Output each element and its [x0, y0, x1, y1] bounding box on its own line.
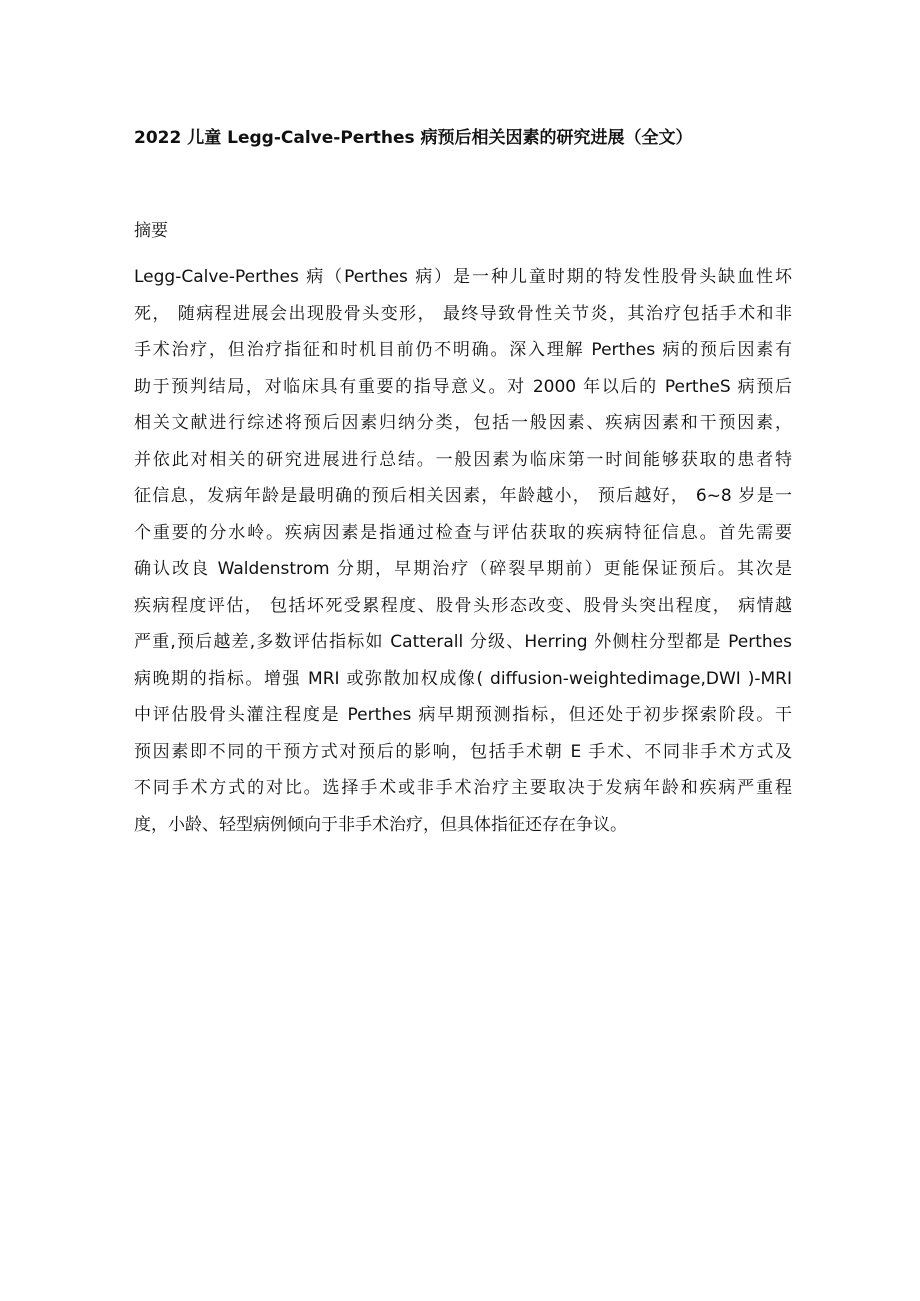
abstract-line: 死， 随病程进展会出现股骨头变形， 最终导致骨性关节炎，其治疗包括手术和非 — [134, 303, 792, 324]
abstract-line: 预因素即不同的干预方式对预后的影响，包括手术朝 E 手术、不同非手术方式及 — [134, 741, 792, 762]
abstract-heading: 摘要 — [134, 221, 168, 241]
abstract-line: 手术治疗，但治疗指征和时机目前仍不明确。深入理解 Perthes 病的预后因素有 — [134, 340, 792, 360]
abstract-line: 中评估股骨头灌注程度是 Perthes 病早期预测指标，但还处于初步探索阶段。干 — [134, 705, 792, 725]
abstract-line: 确认改良 Waldenstrom 分期，早期治疗（碎裂早期前）更能保证预后。其次是 — [134, 559, 792, 579]
abstract-line: 度，小龄、轻型病例倾向于非手术治疗，但具体指征还存在争议。 — [134, 814, 627, 835]
abstract-body — [134, 259, 792, 843]
abstract-line: 助于预判结局，对临床具有重要的指导意义。对 2000 年以后的 PertheS 病预后 — [134, 376, 792, 397]
abstract-line: 个重要的分水岭。疾病因素是指通过检查与评估获取的疾病特征信息。首先需要 — [134, 522, 792, 543]
abstract-line: Legg-Calve-Perthes 病（Perthes 病）是一种儿童时期的特发性股骨头缺血性坏 — [134, 267, 792, 287]
abstract-line: 征信息，发病年龄是最明确的预后相关因素，年龄越小， 预后越好， 6~8 岁是一 — [134, 486, 792, 506]
document-title: 2022 儿童 Legg-Calve-Perthes 病预后相关因素的研究进展（全文） — [134, 128, 693, 148]
abstract-line: 严重,预后越差,多数评估指标如 Catterall 分级、Herring 外侧柱分型都是 Perthes — [134, 632, 792, 652]
abstract-line: 并依此对相关的研究进展进行总结。一般因素为临床第一时间能够获取的患者特 — [134, 449, 792, 470]
abstract-line: 病晚期的指标。增强 MRI 或弥散加权成像( diffusion-weightedimage,DWI )-MRI — [134, 668, 792, 689]
abstract-line: 疾病程度评估， 包括坏死受累程度、股骨头形态改变、股骨头突出程度， 病情越 — [134, 595, 792, 616]
abstract-line: 不同手术方式的对比。选择手术或非手术治疗主要取决于发病年龄和疾病严重程 — [134, 778, 792, 798]
abstract-line: 相关文献进行综述将预后因素归纳分类，包括一般因素、疾病因素和干预因素， — [134, 413, 792, 433]
